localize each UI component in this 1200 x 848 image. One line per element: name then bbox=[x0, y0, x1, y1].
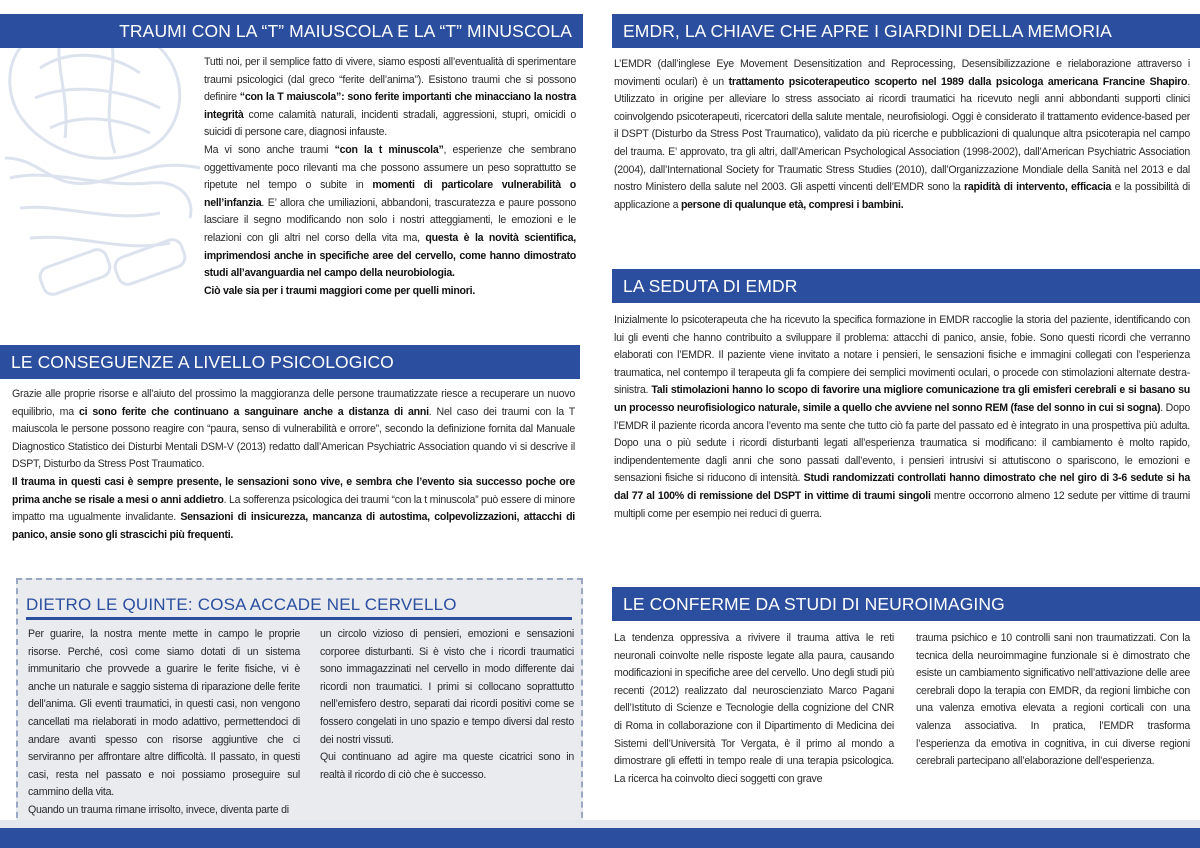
section-title-emdr: EMDR, LA CHIAVE CHE APRE I GIARDINI DELLA MEMORIA bbox=[612, 14, 1200, 48]
section-title-conseguenze: LE CONSEGUENZE A LIVELLO PSICOLOGICO bbox=[0, 345, 580, 379]
section-text-conseguenze: Grazie alle proprie risorse e all’aiuto del prossimo la maggioranza delle persone traumatizzate riesce a recuperare un nuovo equilibrio, ma ci sono ferite che continuano a sanguinare anche a distanza di anni. Nel caso dei traumi con la T maiuscola le persone possono reagire con “paura, senso di vulnerabilità e orrore”, secondo la definizione fornita dal Manuale Diagnostico Statistico dei Disturbi Mentali DSM-V (2013) redatto dall’American Psychiatric Association quando vi si descrive il DSPT, Disturbo da Stress Post Traumatico. Il trauma in questi casi è sempre presente, le sensazioni sono vive, e sembra che l’evento sia successo poche ore prima anche se risale a mesi o anni addietro. La sofferenza psicologica dei traumi “con la t minuscola” può essere di minore impatto ma ugualmente invalidante. Sensazioni di insicurezza, mancanza di autostima, colpevolizzazioni, attacchi di panico, ansie sono gli strascichi più frequenti. bbox=[12, 388, 575, 541]
section-title-seduta: LA SEDUTA DI EMDR bbox=[612, 269, 1200, 303]
brain-sketch-illustration bbox=[0, 8, 205, 308]
section-text-seduta: Inizialmente lo psicoterapeuta che ha ricevuto la specifica formazione in EMDR raccoglie la storia del paziente, identificando con lui gli eventi che hanno contribuito a sviluppare il problema: attacchi di panico, ansie, fobie. Sono questi ricordi che verranno elaborati con l’EMDR. Il paziente viene invitato a notare i pensieri, le sensazioni fisiche e immagini collegati con l’esperienza traumatica, nel contempo il terapeuta gli fa compiere dei semplici movimenti oculari, o procede con stimolazioni alternate destra-sinistra. Tali stimolazioni hanno lo scopo di favorire una migliore comunicazione tra gli emisferi cerebrali e si basano su un processo neurofisiologico naturale, simile a quello che avviene nel sonno REM (fase del sonno in cui si sogna). Dopo l’EMDR il paziente ricorda ancora l’evento ma sente che tutto ciò fa parte del passato ed è integrato in una prospettiva più adulta. Dopo una o più sedute i ricordi disturbanti legati all’esperienza traumatica si modificano: il cambiamento è molto rapido, indipendentemente dagli anni che sono passati dall’evento, i pensieri intrusivi si attutiscono o spariscono, le emozioni e sensazioni fisiche si riducono di intensità. Studi randomizzati controllati hanno dimostrato che nel giro di 3-6 sedute si ha dal 77 al 100% di remissione del DSPT in vittime di traumi singoli mentre occorrono almeno 12 sedute per vittime di traumi multipli come per esempio nei reduci di guerra. bbox=[614, 314, 1191, 520]
box-title-cervello: DIETRO LE QUINTE: COSA ACCADE NEL CERVELLO bbox=[26, 592, 572, 620]
box-text-col2: un circolo vizioso di pensieri, emozioni e sensazioni corporee disturbanti. Si è visto che i ricordi traumatici sono immagazzinati nel cervello in modo differente dai ricordi non traumatici. I primi si collocano soprattutto nell’emisfero destro, separati dai ricordi positivi come se fossero congelati in uno spazio e tempo diversi dal resto dei nostri vissuti. Qui continuano ad agire ma queste cicatrici sono in realtà il ricordo di ciò che è successo. bbox=[320, 628, 574, 781]
box-text-col1: Per guarire, la nostra mente mette in campo le proprie risorse. Perché, così come siamo dotati di un sistema immunitario che provvede a guarire le ferite fisiche, vi è anche un naturale e saggio sistema di riparazione delle ferite dell’anima. Gli eventi traumatici, in questi casi, non vengono cancellati ma rielaborati in modo adattivo, permettendoci di andare avanti spesso con risorse aggiuntive che ci serviranno per affrontare altre difficoltà. Il passato, in questi casi, resta nel passato e noi possiamo proseguire sul cammino della vita. Quando un trauma rimane irrisolto, invece, diventa parte di bbox=[28, 628, 300, 816]
footer-bar bbox=[0, 828, 1200, 848]
section-text-emdr: L’EMDR (dall’inglese Eye Movement Desensitization and Reprocessing, Desensibilizzazione e rielaborazione attraverso i movimenti oculari) è un trattamento psicoterapeutico scoperto nel 1989 dalla psicologa americana Francine Shapiro. Utilizzato in origine per alleviare lo stress associato ai ricordi traumatici ha ricevuto negli anni abbondanti supporti clinici coinvolgendo psicoterapeuti, ricercatori della salute mentale, neurofisiologi. Oggi è considerato il trattamento evidence-based per il DSPT (Disturbo da Stress Post Traumatico), validato da più ricerche e pubblicazioni di qualunque altra psicoterapia nel campo del trauma. E’ approvato, tra gli altri, dall’American Psychological Association (1998-2002), dall’American Psychiatric Association (2004), dall’International Society for Traumatic Stress Studies (2010), dall’Organizzazione Mondiale della Sanità nel 2013 e dal nostro Ministero della salute nel 2003. Gli aspetti vincenti dell’EMDR sono la rapidità di intervento, efficacia e la possibilità di applicazione a persone di qualunque età, compresi i bambini. bbox=[614, 58, 1190, 211]
footer-separator bbox=[0, 820, 1200, 828]
section-text-neuroimaging-col1: La tendenza oppressiva a rivivere il trauma attiva le reti neuronali coinvolte nelle risposte legate alla paura, causando modificazioni in specifiche aree del cervello. Uno degli studi più recenti (2012) realizzato dal neuroscienziato Marco Pagani dell’Istituto di Scienze e Tecnologie della cognizione del CNR di Roma in collaborazione con il Dipartimento di Medicina dei Sistemi dell’Università Tor Vergata, è il primo al mondo a dimostrare gli effetti in tempo reale di una terapia psicologica. La ricerca ha coinvolto dieci soggetti con grave bbox=[614, 632, 894, 785]
section-title-traumi: TRAUMI CON LA “T” MAIUSCOLA E LA “T” MINUSCOLA bbox=[0, 14, 583, 48]
section-text-neuroimaging-col2: trauma psichico e 10 controlli sani non traumatizzati. Con la tecnica della neuroimmagine funzionale si è dimostrato che esiste un cambiamento significativo nell’attivazione delle aree cerebrali dopo la terapia con EMDR, da regioni limbiche con una valenza emotiva elevata a regioni corticali con una valenza associativa. In pratica, l’EMDR trasforma l’esperienza da emotiva in cognitiva, in cui diverse regioni cerebrali partecipano all’elaborazione dell’esperienza. bbox=[916, 632, 1190, 768]
section-title-neuroimaging: LE CONFERME DA STUDI DI NEUROIMAGING bbox=[612, 587, 1200, 621]
section-text-traumi: Tutti noi, per il semplice fatto di vivere, siamo esposti all’eventualità di sperimentare traumi psicologici (dal greco “ferite dell’anima”). Esistono traumi che si possono definire “con la T maiuscola”: sono ferite importanti che minacciano la nostra integrità come calamità naturali, incidenti stradali, aggressioni, stupri, omicidi o suicidi di persone care, diagnosi infauste. Ma vi sono anche traumi “con la t minuscola”, esperienze che sembrano oggettivamente poco rilevanti ma che possono assumere un peso soprattutto se ripetute nel tempo o subite in momenti di particolare vulnerabilità o nell’infanzia. E’ allora che umiliazioni, abbandoni, trascuratezza e paure possono lasciare il segno modificando non solo i nostri atteggiamenti, le emozioni e le relazioni con gli altri nel corso della vita ma, questa è la novità scientifica, imprimendosi anche in specifiche aree del cervello, come hanno dimostrato studi all’avanguardia nel campo della neurobiologia. Ciò vale sia per i traumi maggiori come per quelli minori. bbox=[204, 56, 576, 297]
